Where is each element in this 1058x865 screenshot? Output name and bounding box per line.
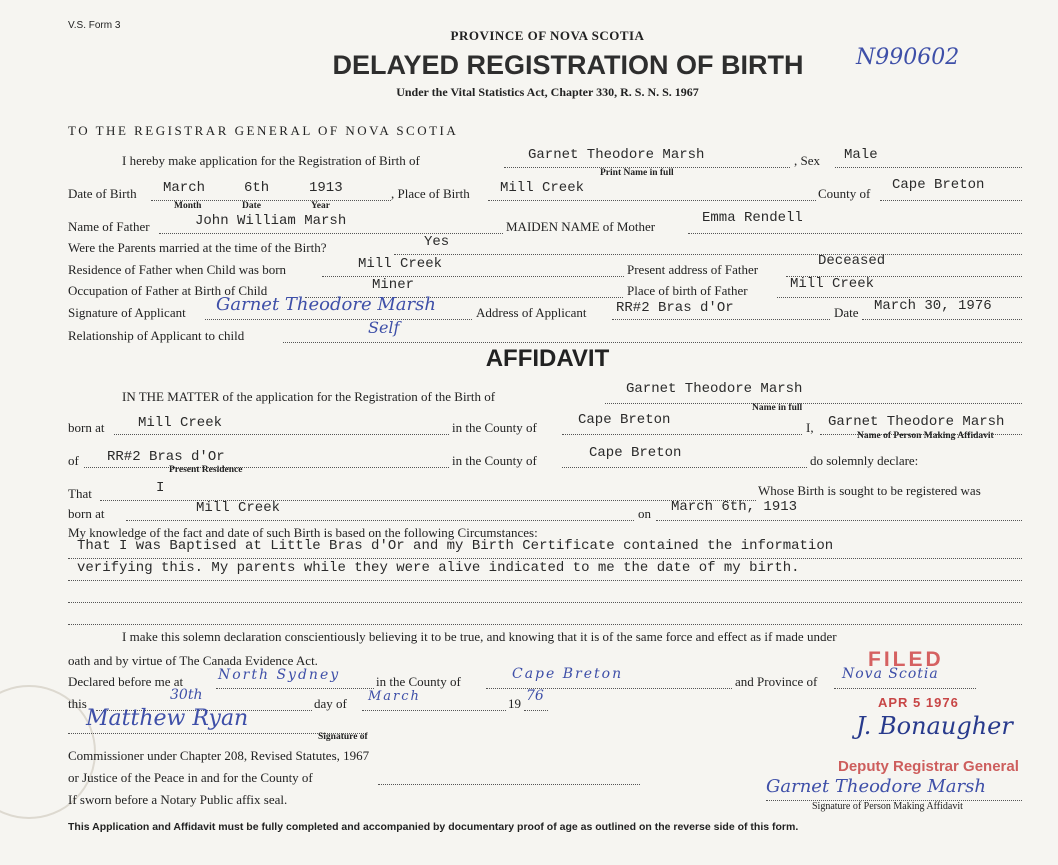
- addressee-line: TO THE REGISTRAR GENERAL OF NOVA SCOTIA: [68, 123, 459, 138]
- registration-number: N990602: [856, 45, 960, 70]
- dob-year-value: 1913: [309, 180, 343, 196]
- affidavit-county-value-2: Cape Breton: [589, 445, 682, 461]
- document-title: DELAYED REGISTRATION OF BIRTH: [332, 50, 804, 80]
- month-caption: Month: [174, 201, 202, 211]
- solemn-declaration-line-1: I make this solemn declaration conscientiously believing it to be true, and knowing that it is of the same force and effect as if made under: [122, 629, 837, 644]
- father-birthplace-label: Place of birth of Father: [627, 283, 748, 298]
- knowledge-label: My knowledge of the fact and date of such Birth is based on the following Circumstances:: [68, 525, 538, 540]
- signature-of-caption: Signature of: [318, 732, 368, 742]
- mother-label: MAIDEN NAME of Mother: [506, 219, 656, 234]
- child-name-value: Garnet Theodore Marsh: [528, 147, 705, 163]
- county-label-3: in the County of: [376, 674, 461, 689]
- father-birthplace-value: Mill Creek: [790, 276, 875, 292]
- occupation-value: Miner: [372, 277, 415, 293]
- in-county-label: in the County of: [452, 420, 537, 435]
- i-label: I,: [806, 420, 814, 435]
- this-label: this: [68, 696, 87, 711]
- filed-stamp: FILED: [868, 648, 944, 671]
- declared-at-value: North Sydney: [218, 667, 341, 683]
- intro-label: I hereby make application for the Registration of Birth of: [122, 153, 420, 168]
- affiant-signature: Garnet Theodore Marsh: [766, 776, 986, 797]
- residence-father-value: Mill Creek: [358, 256, 443, 272]
- name-in-full-caption: Name in full: [752, 403, 803, 413]
- commissioner-line-2: or Justice of the Peace in and for the County of: [68, 770, 313, 785]
- on-date-value: March 6th, 1913: [671, 499, 798, 515]
- mother-value: Emma Rendell: [702, 210, 803, 226]
- present-residence-caption: Present Residence: [169, 465, 243, 475]
- affidavit-heading: AFFIDAVIT: [485, 345, 610, 372]
- solemn-declaration-line-2: oath and by virtue of The Canada Evidence Act.: [68, 653, 318, 668]
- date-value: March 30, 1976: [874, 298, 992, 314]
- present-address-label: Present address of Father: [627, 262, 759, 277]
- on-label: on: [638, 506, 651, 521]
- father-label: Name of Father: [68, 219, 150, 234]
- relationship-label: Relationship of Applicant to child: [68, 328, 245, 343]
- present-address-value: Deceased: [818, 253, 886, 269]
- married-value: Yes: [424, 234, 450, 250]
- born-at-label: born at: [68, 420, 105, 435]
- born-at-value-2: Mill Creek: [196, 500, 281, 516]
- residence-father-label: Residence of Father when Child was born: [68, 262, 287, 277]
- county-value: Cape Breton: [892, 177, 985, 193]
- declared-label: Declared before me at: [68, 674, 184, 689]
- document-subtitle: Under the Vital Statistics Act, Chapter 330, R. S. N. S. 1967: [396, 85, 699, 99]
- footer-note: This Application and Affidavit must be fully completed and accompanied by documentary proof of age as outlined on the reverse side of this form.: [68, 821, 799, 833]
- date-caption: Date: [242, 201, 261, 211]
- dob-label: Date of Birth: [68, 186, 137, 201]
- year-caption: Year: [311, 201, 330, 211]
- occupation-label: Occupation of Father at Birth of Child: [68, 283, 268, 298]
- signature-label: Signature of Applicant: [68, 305, 186, 320]
- relationship-value: Self: [368, 318, 400, 337]
- year-prefix: 19: [508, 696, 521, 711]
- declared-county-value: Cape Breton: [512, 666, 624, 682]
- filed-date-stamp: APR 5 1976: [878, 695, 959, 710]
- matter-label: IN THE MATTER of the application for the Registration of the Birth of: [122, 389, 496, 404]
- circumstances-line-1: That I was Baptised at Little Bras d'Or and my Birth Certificate contained the information: [77, 538, 834, 554]
- affiant-signature-caption: Signature of Person Making Affidavit: [812, 801, 963, 812]
- day-value: 30th: [170, 687, 203, 703]
- married-label: Were the Parents married at the time of the Birth?: [68, 240, 327, 255]
- in-county-label-2: in the County of: [452, 453, 537, 468]
- dob-month-value: March: [163, 180, 206, 196]
- deputy-registrar-stamp: Deputy Registrar General: [838, 758, 1019, 775]
- dob-date-value: 6th: [244, 180, 270, 196]
- day-of-label: day of: [314, 696, 347, 711]
- affidavit-county-value: Cape Breton: [578, 412, 671, 428]
- declare-label: do solemnly declare:: [810, 453, 919, 468]
- address-label: Address of Applicant: [476, 305, 587, 320]
- affiant-name-value: Garnet Theodore Marsh: [828, 414, 1005, 430]
- date-label: Date: [834, 305, 859, 320]
- that-label: That: [68, 486, 92, 501]
- province-label: and Province of: [735, 674, 818, 689]
- county-label: County of: [818, 186, 871, 201]
- print-name-caption: Print Name in full: [600, 168, 674, 178]
- circumstances-line-2: verifying this. My parents while they were alive indicated to me the date of my birth.: [77, 560, 800, 576]
- sex-value: Male: [844, 147, 878, 163]
- affiant-caption: Name of Person Making Affidavit: [857, 431, 994, 441]
- place-of-birth-value: Mill Creek: [500, 180, 585, 196]
- form-number: V.S. Form 3: [68, 20, 121, 31]
- commissioner-signature: Matthew Ryan: [86, 706, 249, 731]
- father-value: John William Marsh: [195, 213, 347, 229]
- commissioner-line-3: If sworn before a Notary Public affix seal.: [68, 792, 288, 807]
- month-value: March: [368, 689, 421, 704]
- year-suffix-value: 76: [526, 688, 544, 704]
- place-of-birth-label: , Place of Birth: [391, 186, 470, 201]
- born-at-value: Mill Creek: [138, 415, 223, 431]
- sex-label: , Sex: [794, 153, 820, 168]
- residence-value: RR#2 Bras d'Or: [107, 449, 225, 465]
- province-heading: PROVINCE OF NOVA SCOTIA: [450, 28, 645, 43]
- that-value: I: [156, 480, 165, 496]
- declared-province-value: Nova Scotia: [842, 666, 939, 682]
- address-value: RR#2 Bras d'Or: [616, 300, 734, 316]
- born-at-label-2: born at: [68, 506, 105, 521]
- applicant-signature: Garnet Theodore Marsh: [216, 294, 436, 315]
- whose-birth-label: Whose Birth is sought to be registered was: [758, 483, 981, 498]
- deputy-signature: J. Bonaugher: [856, 712, 1013, 740]
- commissioner-line-1: Commissioner under Chapter 208, Revised Statutes, 1967: [68, 748, 370, 763]
- of-label: of: [68, 453, 79, 468]
- affidavit-name-value: Garnet Theodore Marsh: [626, 381, 803, 397]
